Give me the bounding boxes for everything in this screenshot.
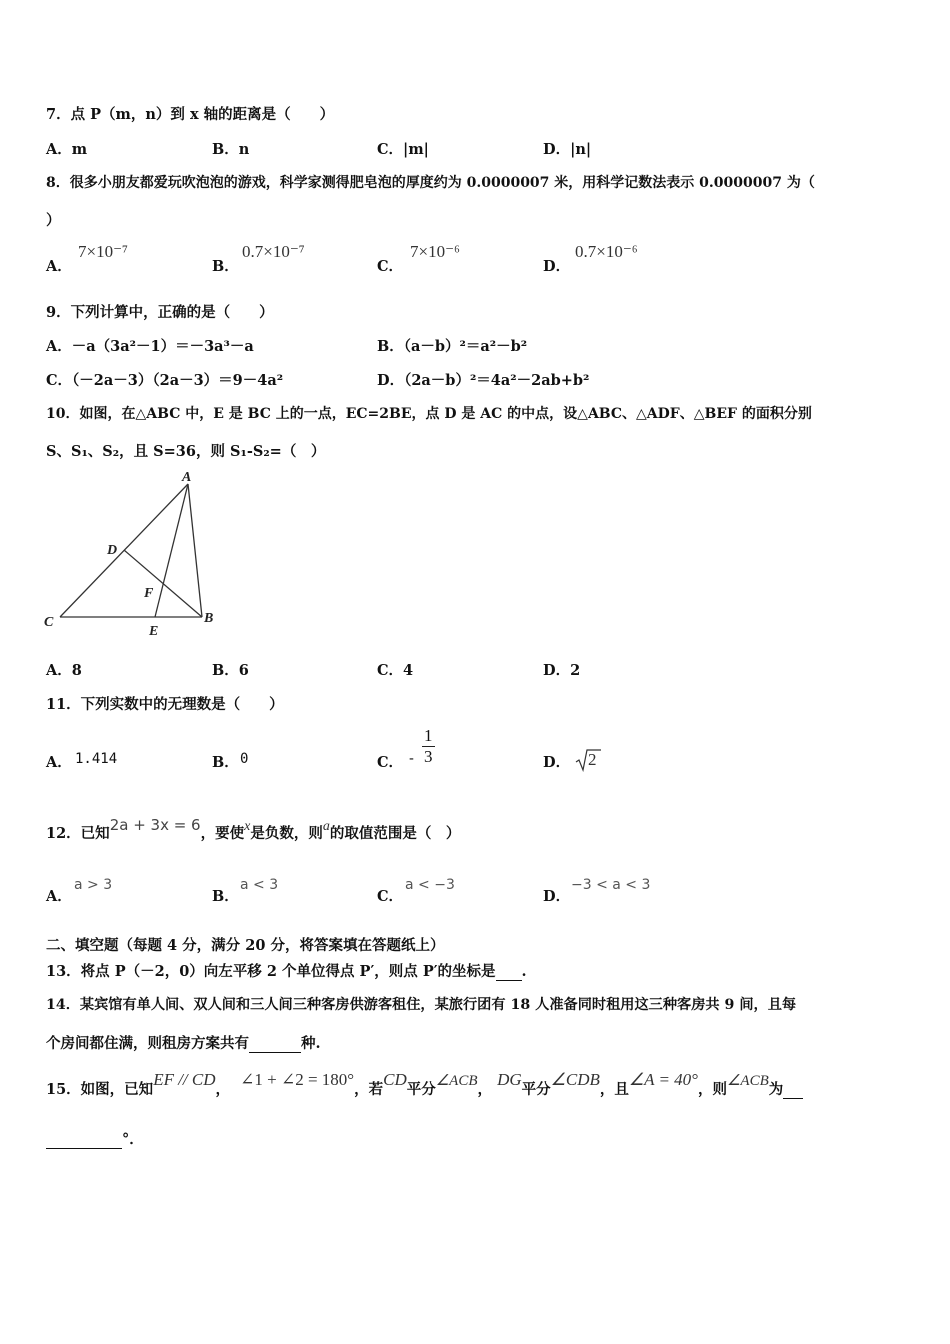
label-b: B — [204, 611, 214, 626]
q15-sep1: ， — [215, 1081, 231, 1098]
fraction-numerator: 1 — [424, 726, 433, 745]
q11-option-a-label: A． — [46, 754, 72, 771]
q7-option-c: C．|m| — [377, 141, 429, 158]
q8-option-d-label: D． — [543, 258, 571, 275]
q15-text2: ，若 — [354, 1081, 384, 1098]
q14-stem-line1: 14．某宾馆有单人间、双人间和三人间三种客房供游客租住，某旅行团有 18 人准备同时租用这三种客房共 9 间，且每 — [46, 997, 797, 1013]
q12-var-a: a — [322, 819, 330, 834]
q11-option-c-sign: - — [409, 751, 414, 767]
label-d: D — [107, 543, 118, 558]
q12-option-d-value: −3 < a < 3 — [571, 877, 651, 893]
q12-stem — [46, 816, 461, 843]
q15-text3: 平分 — [406, 1081, 436, 1098]
q11-stem: 11．下列实数中的无理数是（ ） — [46, 696, 284, 713]
q15-math-angle-acb: ∠ACB — [435, 1073, 478, 1089]
q12-suffix: 的取值范围是（ ） — [329, 825, 461, 842]
q13-end: . — [521, 963, 527, 980]
q11-option-d-label: D． — [543, 754, 571, 771]
q12-option-b-value: a < 3 — [240, 877, 279, 893]
q12-option-c-value: a < −3 — [405, 877, 455, 893]
q8-option-c-label: C． — [377, 258, 404, 275]
q12-equation: 2a + 3x = 6 — [109, 816, 201, 834]
q10-stem-line1: 10．如图，在△ABC 中，E 是 BC 上的一点，EC=2BE，点 D 是 AC 的中点，设△ABC、△ADF、△BEF 的面积分别 — [46, 406, 812, 422]
fraction-denominator: 3 — [424, 747, 433, 766]
q11-option-b-label: B． — [212, 754, 239, 771]
q15-math-angle-acb-2: ∠ACB — [726, 1073, 769, 1089]
q8-option-d-value: 0.7×10⁻⁶ — [575, 242, 638, 261]
q12-option-a-value: a > 3 — [74, 877, 113, 893]
q12-option-c-label: C． — [377, 888, 404, 905]
label-a: A — [182, 470, 192, 485]
q8-option-b-value: 0.7×10⁻⁷ — [242, 242, 305, 261]
q9-stem: 9．下列计算中，正确的是（ ） — [46, 304, 274, 321]
q15-text6: ，且 — [599, 1081, 629, 1098]
label-c: C — [44, 615, 54, 630]
q15-math-cd: CD — [383, 1070, 407, 1089]
q14-line2-prefix: 个房间都住满，则租房方案共有 — [46, 1035, 249, 1052]
segment-ab — [188, 484, 202, 617]
q15-math-dg: DG — [497, 1070, 522, 1089]
q14-answer-blank[interactable] — [249, 1035, 301, 1053]
q12-option-a-label: A． — [46, 888, 72, 905]
q11-option-b-value: 0 — [240, 751, 249, 767]
q8-option-a-value: 7×10⁻⁷ — [78, 242, 128, 261]
q13-stem — [46, 960, 527, 981]
sqrt-radicand: 2 — [588, 750, 597, 769]
q10-option-d: D．2 — [543, 662, 581, 679]
q9-option-d: D．（2a－b）²＝4a²－2ab+b² — [377, 372, 590, 389]
q8-stem-line1: 8．很多小朋友都爱玩吹泡泡的游戏，科学家测得肥皂泡的厚度约为 0.0000007 米，用科学记数法表示 0.0000007 为（ — [46, 175, 815, 191]
q8-option-b-label: B． — [212, 258, 239, 275]
q15-text8: 为 — [768, 1081, 784, 1098]
q11-option-c-label: C． — [377, 754, 404, 771]
segment-ae — [155, 484, 188, 617]
q10-option-b: B．6 — [212, 662, 249, 679]
q15-math-angle-sum: ∠1 + ∠2 = 180° — [240, 1070, 355, 1089]
q12-option-d-label: D． — [543, 888, 571, 905]
q11-option-a-value: 1.414 — [75, 751, 118, 767]
q7-option-b: B．n — [212, 141, 250, 158]
label-e: E — [149, 624, 159, 639]
q12-prefix: 12．已知 — [46, 825, 110, 842]
q15-text7: ，则 — [697, 1081, 727, 1098]
q15-math-angle-cdb: ∠CDB — [550, 1070, 600, 1089]
q7-stem: 7．点 P（m，n）到 x 轴的距离是（ ） — [46, 106, 335, 123]
q14-line2-suffix: 种. — [301, 1035, 321, 1052]
q10-stem-line2: S、S₁、S₂，且 S=36，则 S₁-S₂=（ ） — [46, 443, 326, 460]
q15-stem — [46, 1070, 803, 1099]
q13-text: 13．将点 P（－2，0）向左平移 2 个单位得点 P′，则点 P′的坐标是 — [46, 963, 496, 980]
q15-prefix: 15．如图，已知 — [46, 1081, 154, 1098]
q8-option-a-label: A． — [46, 258, 72, 275]
q15-sep2: ， — [477, 1081, 493, 1098]
q10-triangle-figure — [40, 466, 230, 642]
q8-option-c-value: 7×10⁻⁶ — [410, 242, 460, 261]
q10-option-a: A．8 — [46, 662, 82, 679]
q12-mid: ，要使 — [200, 825, 245, 842]
q9-option-c: C．（－2a－3）（2a－3）＝9－4a² — [46, 372, 284, 389]
q14-stem-line2 — [46, 1032, 321, 1053]
q7-option-d: D．|n| — [543, 141, 592, 158]
q9-option-a: A．－a（3a²－1）＝－3a³－a — [46, 338, 254, 355]
q15-math-angle-a: ∠A = 40° — [628, 1070, 698, 1089]
q15-stem-line2 — [46, 1128, 144, 1149]
section-2-title: 二、填空题（每题 4 分，满分 20 分，将答案填在答题纸上） — [46, 937, 445, 954]
q10-option-c: C．4 — [377, 662, 414, 679]
q13-answer-blank[interactable] — [496, 963, 522, 981]
label-f: F — [144, 586, 154, 601]
q11-option-c-fraction — [422, 726, 435, 767]
q8-stem-line2: ） — [46, 212, 61, 229]
q12-option-b-label: B． — [212, 888, 239, 905]
q15-answer-blank[interactable] — [46, 1131, 122, 1149]
q15-math-ef-parallel-cd: EF // CD — [153, 1070, 216, 1089]
q9-option-b: B．（a－b）²＝a²－b² — [377, 338, 528, 355]
q7-option-a: A．m — [46, 141, 88, 158]
q15-text5: 平分 — [521, 1081, 551, 1098]
q12-var-x: x — [244, 819, 251, 834]
q15-end: °． — [122, 1131, 144, 1148]
q15-answer-blank-start[interactable] — [783, 1081, 803, 1099]
q12-mid2: 是负数，则 — [250, 825, 323, 842]
